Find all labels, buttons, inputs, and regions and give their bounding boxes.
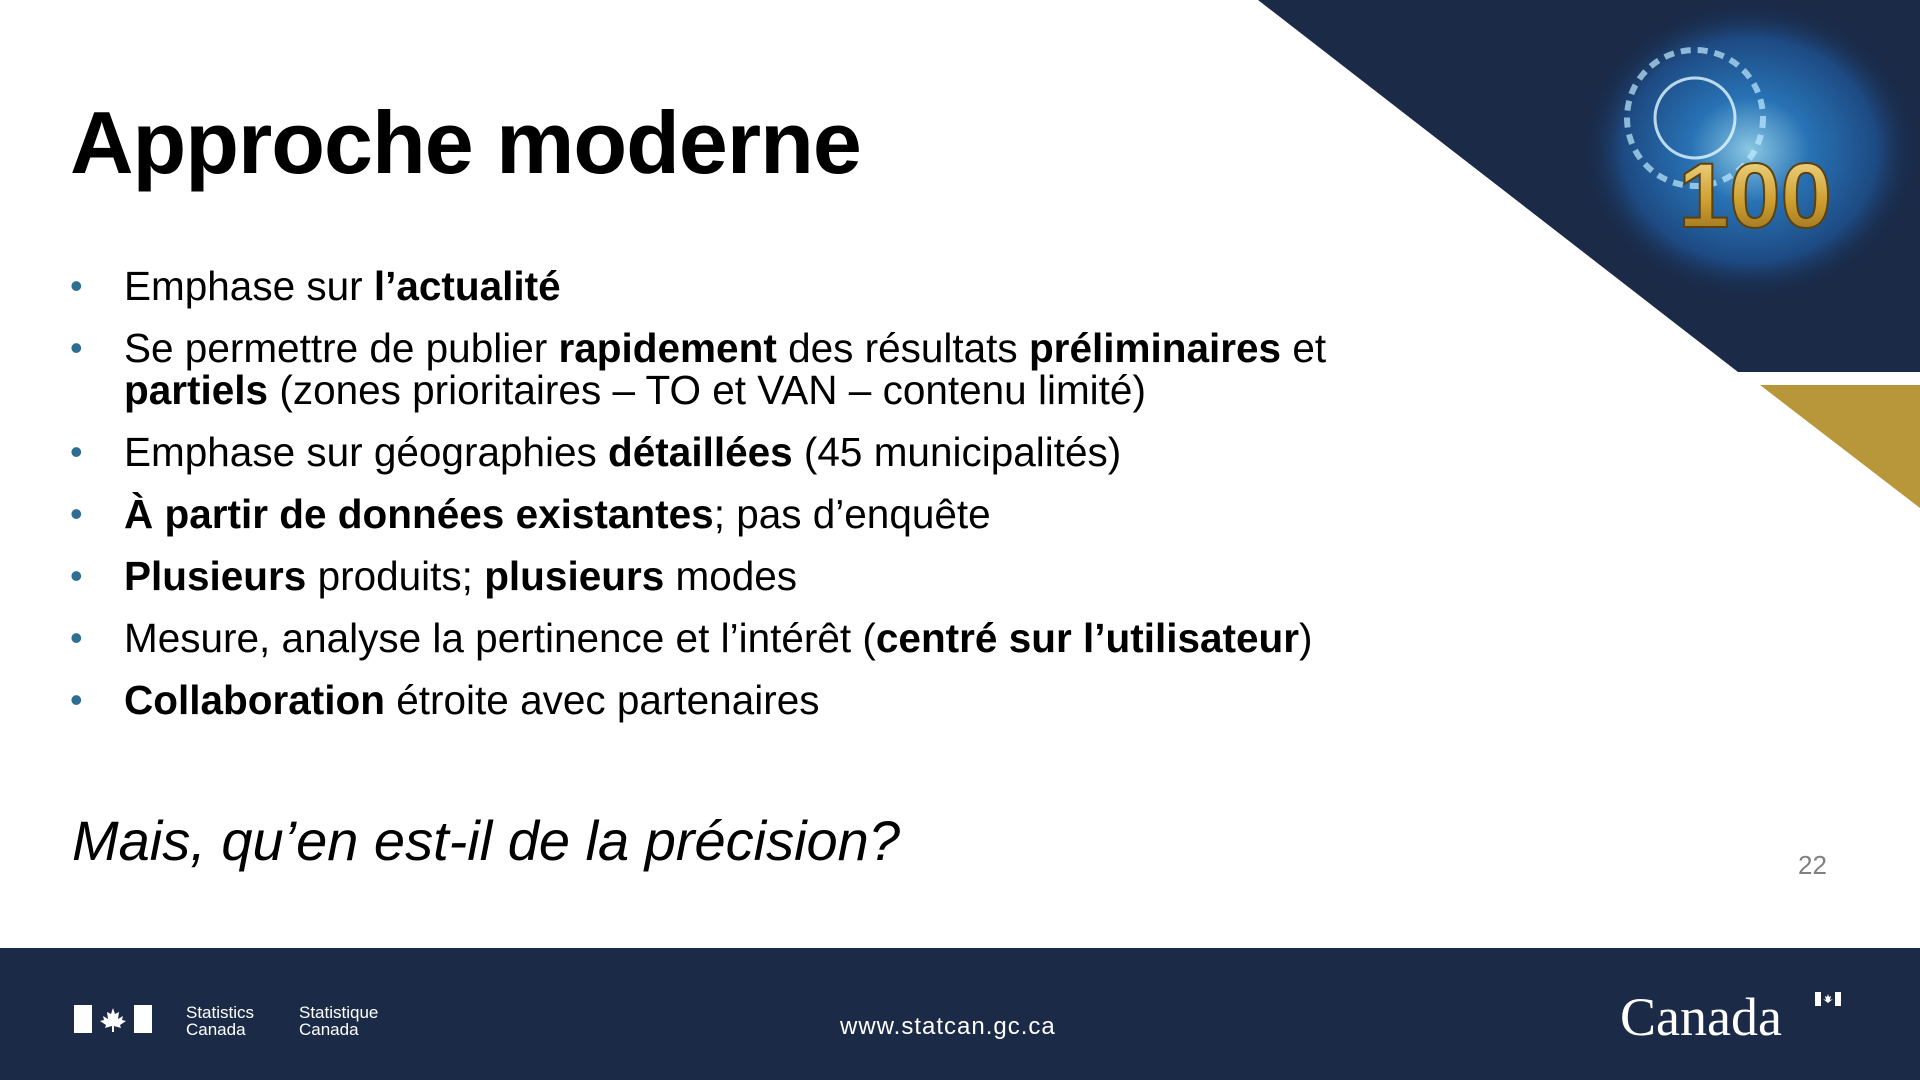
- gold-triangle: [1760, 385, 1920, 508]
- bullet-dot-icon: •: [70, 265, 83, 306]
- bullet-bold-text: plusieurs: [484, 553, 665, 599]
- bullet-item: [70, 617, 1470, 659]
- bullet-bold-text: centré sur l’utilisateur: [875, 615, 1300, 661]
- wordmark-flag-icon: [1815, 992, 1841, 1006]
- bullet-bold-text: Plusieurs: [124, 553, 307, 599]
- bullet-text: Se permettre de publier: [124, 325, 559, 371]
- bullet-text: (45 municipalités): [792, 429, 1122, 475]
- signature-en-line1: Statistics: [186, 1003, 255, 1022]
- footer-bar: [0, 948, 1920, 1080]
- bullet-dot-icon: •: [70, 679, 83, 720]
- bullet-item: [70, 493, 1470, 535]
- bullet-item: [70, 679, 1470, 721]
- signature-french: [299, 1004, 378, 1038]
- bullet-bold-text: partiels: [124, 367, 269, 413]
- bullet-item: [70, 265, 1470, 307]
- page-number: 22: [1798, 850, 1827, 880]
- website-url[interactable]: www.statcan.gc.ca: [840, 1013, 1056, 1040]
- bullet-dot-icon: •: [70, 327, 83, 368]
- canada-wordmark: Canada: [1620, 987, 1782, 1047]
- canada-flag-icon: [74, 1005, 152, 1033]
- bullet-bold-text: détaillées: [608, 429, 793, 475]
- bullet-bold-text: préliminaires: [1028, 325, 1282, 371]
- signature-english: [186, 1004, 254, 1038]
- bullet-text: et: [1281, 325, 1327, 371]
- bullet-text: ; pas d’enquête: [713, 491, 991, 537]
- bullet-bold-text: rapidement: [558, 325, 777, 371]
- bullet-list: [70, 265, 1470, 741]
- bullet-text: Emphase sur: [124, 263, 374, 309]
- bullet-text: produits;: [306, 553, 485, 599]
- bullet-text: modes: [664, 553, 798, 599]
- bullet-text: Mesure, analyse la pertinence et l’intérêt (: [124, 615, 876, 661]
- centennial-badge: [1560, 30, 1920, 295]
- bullet-dot-icon: •: [70, 493, 83, 534]
- bullet-text: des résultats: [776, 325, 1029, 371]
- bullet-bold-text: l’actualité: [373, 263, 561, 309]
- bullet-dot-icon: •: [70, 431, 83, 472]
- bullet-bold-text: Collaboration: [124, 677, 385, 723]
- signature-fr-line1: Statistique: [299, 1003, 379, 1022]
- bullet-item: [70, 555, 1470, 597]
- bullet-dot-icon: •: [70, 555, 83, 596]
- bullet-text: Emphase sur géographies: [124, 429, 609, 475]
- signature-en-line2: Canada: [186, 1020, 246, 1039]
- closing-question: Mais, qu’en est-il de la précision?: [72, 809, 900, 872]
- signature-fr-line2: Canada: [299, 1020, 359, 1039]
- bullet-bold-text: À partir de données existantes: [124, 491, 714, 537]
- badge-number: 100: [1678, 145, 1832, 247]
- bullet-text: ): [1299, 615, 1313, 661]
- bullet-item: [70, 327, 1470, 411]
- bullet-text: (zones prioritaires – TO et VAN – contenu limité): [268, 367, 1146, 413]
- bullet-item: [70, 431, 1470, 473]
- bullet-text: étroite avec partenaires: [385, 677, 820, 723]
- bullet-dot-icon: •: [70, 617, 83, 658]
- slide-title: Approche moderne: [70, 93, 861, 192]
